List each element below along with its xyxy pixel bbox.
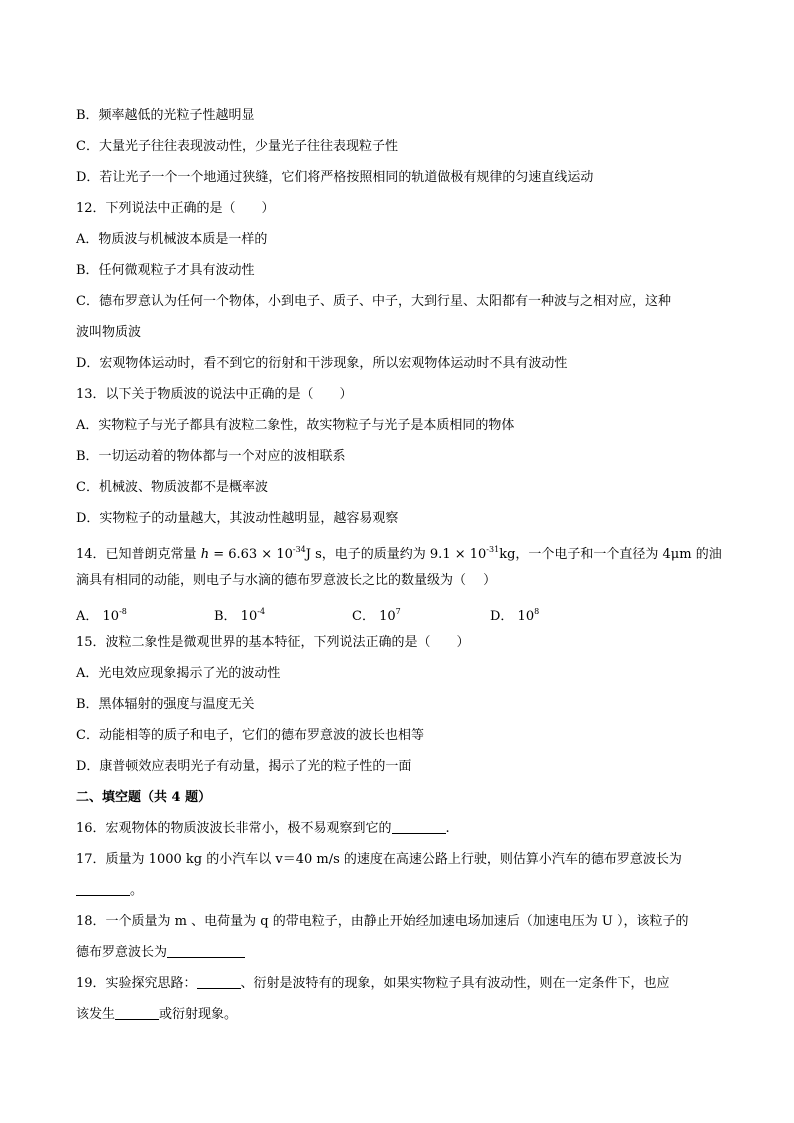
q13-option-b: B．一切运动着的物体都与一个对应的波相联系 xyxy=(76,449,346,464)
q16-end: . xyxy=(445,821,450,836)
q14-option-c-exp: 7 xyxy=(395,607,401,616)
q15-option-a: A．光电效应现象揭示了光的波动性 xyxy=(76,666,281,681)
q14-option-d xyxy=(490,596,539,627)
q14-stem-part4: kg，一个电子和一个直径为 4μm 的油 xyxy=(499,547,722,562)
q19-text1a: 19．实验探究思路： xyxy=(76,976,197,991)
q15-option-b: B．黑体辐射的强度与温度无关 xyxy=(76,697,255,712)
q18-answer-blank[interactable] xyxy=(167,943,245,958)
q17-answer-blank[interactable] xyxy=(76,881,130,896)
q15-option-c: C．动能相等的质子和电子，它们的德布罗意波的波长也相等 xyxy=(76,728,424,743)
q14-option-d-base: D． 10 xyxy=(490,609,535,624)
q12-option-d: D．宏观物体运动时，看不到它的衍射和干涉现象，所以宏观物体运动时不具有波动性 xyxy=(76,356,568,371)
q12-option-a: A．物质波与机械波本质是一样的 xyxy=(76,232,268,247)
document-page xyxy=(76,100,726,1030)
q14-stem-line2: 滴具有相同的动能，则电子与水滴的德布罗意波长之比的数量级为（ ） xyxy=(76,573,497,588)
q14-stem-line1 xyxy=(76,534,726,565)
q18-line1: 18．一个质量为 m 、电荷量为 q 的带电粒子，由静止开始经加速电场加速后（加速电压为 U ），该粒子的 xyxy=(76,914,689,929)
q19-answer-blank-1[interactable] xyxy=(197,974,241,989)
q14-option-d-exp: 8 xyxy=(534,607,540,616)
q16-answer-blank[interactable] xyxy=(392,819,446,834)
q16-text: 16．宏观物体的物质波波长非常小，极不易观察到它的 xyxy=(76,821,392,836)
q17-end: 。 xyxy=(130,883,144,898)
q14-option-a xyxy=(76,596,214,627)
section-title-fill-in: 二、填空题（共 4 题） xyxy=(76,790,212,805)
q18-text2: 德布罗意波长为 xyxy=(76,945,168,960)
q14-option-b-exp: -4 xyxy=(257,607,266,616)
q17-line2 xyxy=(76,875,726,906)
q15-stem: 15．波粒二象性是微观世界的基本特征，下列说法正确的是（ ） xyxy=(76,635,470,650)
q19-text1b: 、衍射是波特有的现象，如果实物粒子具有波动性，则在一定条件下，也应 xyxy=(240,976,670,991)
q13-option-a: A．实物粒子与光子都具有波粒二象性，故实物粒子与光子是本质相同的物体 xyxy=(76,418,515,433)
q13-option-c: C．机械波、物质波都不是概率波 xyxy=(76,480,268,495)
q14-stem-part2: = 6.63 × 10 xyxy=(209,547,293,562)
q14-exponent-2: -31 xyxy=(486,545,500,554)
q19-line2 xyxy=(76,999,726,1030)
q12-option-b: B．任何微观粒子才具有波动性 xyxy=(76,263,255,278)
q19-answer-blank-2[interactable] xyxy=(115,1005,159,1020)
q14-option-b-base: B． 10 xyxy=(214,609,258,624)
q11-option-b: B．频率越低的光粒子性越明显 xyxy=(76,108,255,123)
q14-option-c-base: C． 10 xyxy=(352,609,396,624)
q11-option-d: D．若让光子一个一个地通过狭缝，它们将严格按照相同的轨道做极有规律的匀速直线运动 xyxy=(76,170,594,185)
q11-option-c: C．大量光子往往表现波动性，少量光子往往表现粒子性 xyxy=(76,139,398,154)
q13-option-d: D．实物粒子的动量越大，其波动性越明显，越容易观察 xyxy=(76,511,399,526)
q14-stem-part3: J s，电子的质量约为 9.1 × 10 xyxy=(305,547,487,562)
q14-options xyxy=(76,596,726,627)
q12-option-c-line1: C．德布罗意认为任何一个物体，小到电子、质子、中子，大到行星、太阳都有一种波与之相对应，这种 xyxy=(76,294,671,309)
q16 xyxy=(76,813,726,844)
q19-text2b: 或衍射现象。 xyxy=(159,1007,238,1022)
q13-stem: 13．以下关于物质波的说法中正确的是（ ） xyxy=(76,387,353,402)
q12-stem: 12．下列说法中正确的是（ ） xyxy=(76,201,275,216)
planck-symbol: h xyxy=(200,547,210,562)
q15-option-d: D．康普顿效应表明光子有动量，揭示了光的粒子性的一面 xyxy=(76,759,412,774)
q17-line1: 17．质量为 1000 kg 的小汽车以 v＝40 m/s 的速度在高速公路上行驶，则估算小汽车的德布罗意波长为 xyxy=(76,852,682,867)
q14-option-a-exp: -8 xyxy=(119,607,127,616)
q14-option-c xyxy=(352,596,490,627)
q14-option-a-base: A． 10 xyxy=(76,609,120,624)
q14-option-b xyxy=(214,596,352,627)
q12-option-c-line2: 波叫物质波 xyxy=(76,325,142,340)
q18-line2 xyxy=(76,937,726,968)
q14-exponent-1: -34 xyxy=(292,545,306,554)
q14-stem-part1: 14．已知普朗克常量 xyxy=(76,547,201,562)
q19-line1 xyxy=(76,968,726,999)
q19-text2a: 该发生 xyxy=(76,1007,116,1022)
